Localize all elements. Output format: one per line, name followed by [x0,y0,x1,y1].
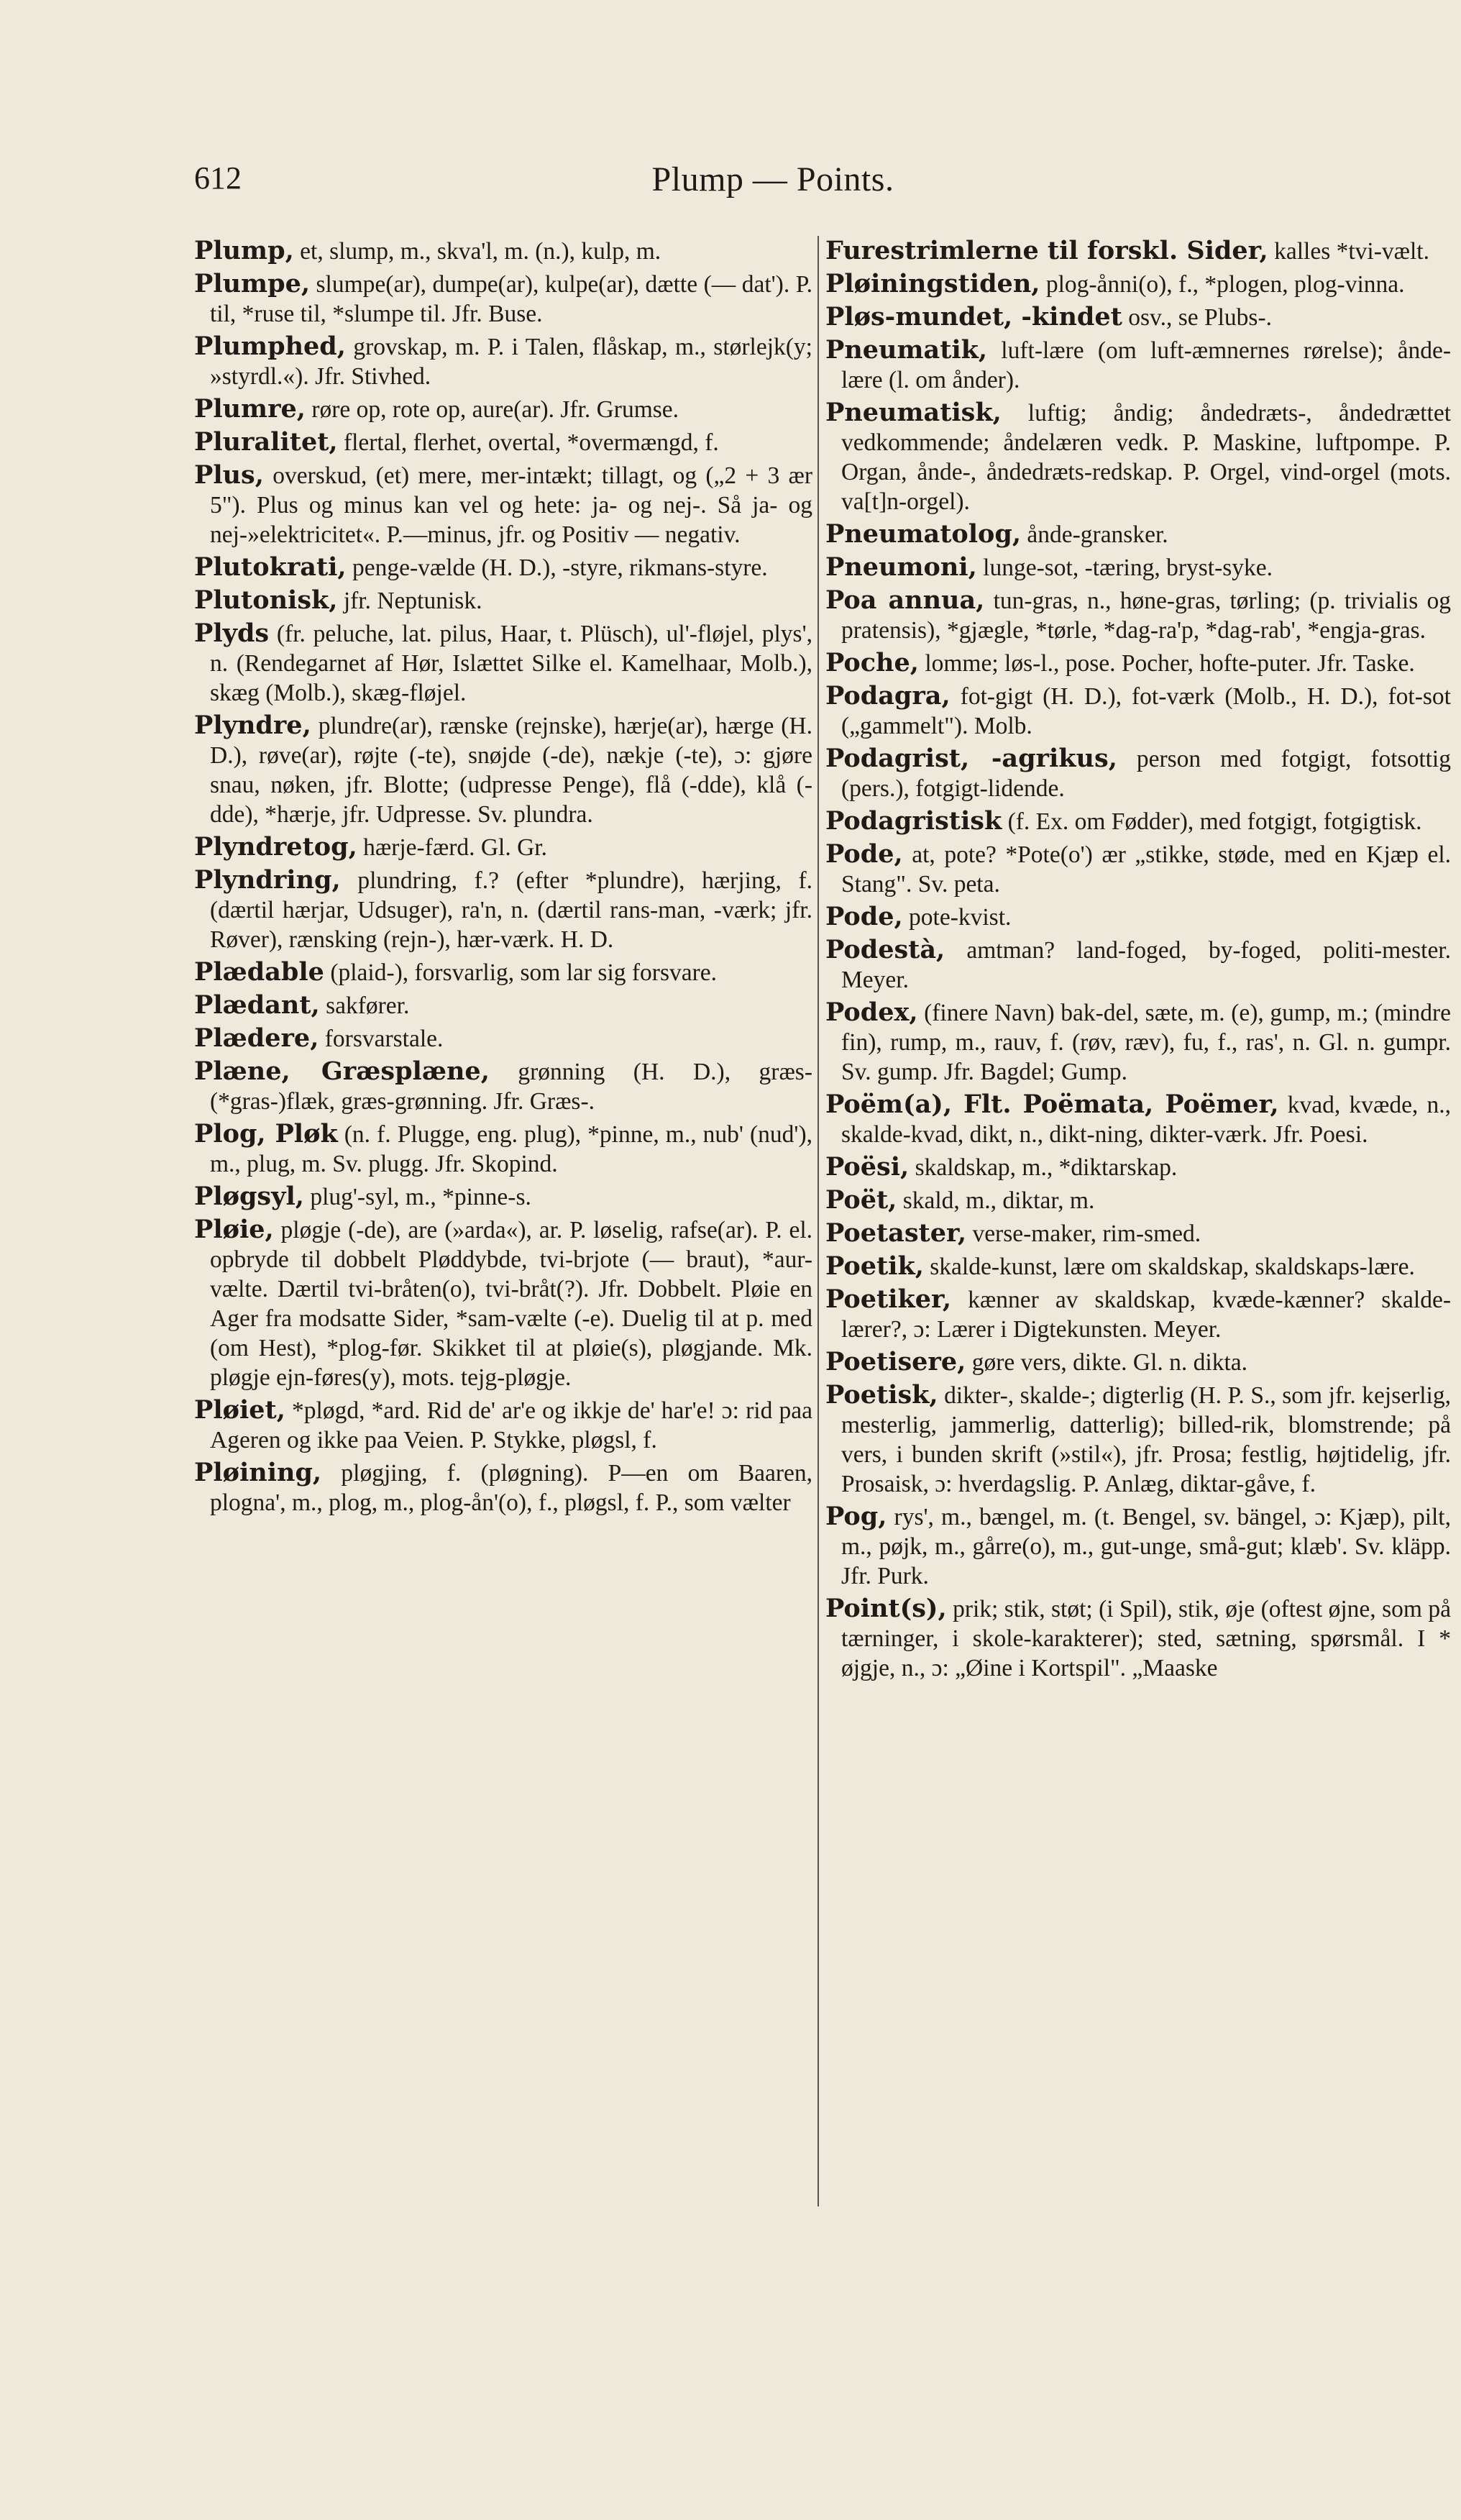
entry-headword: Furestrimlerne til forskl. Sider, [825,236,1268,265]
entry-headword: Pløiet, [194,1395,285,1425]
dictionary-entry [825,935,1451,995]
left-column [194,236,812,2494]
dictionary-entry [825,1594,1451,1683]
entry-definition: amtman? land-foged, by-foged, politi-mester. Meyer. [841,937,1451,993]
entry-headword: Poche, [825,648,919,677]
entry-headword: Plumphed, [194,332,346,361]
entry-definition: overskud, (et) mere, mer-intækt; tillagt, og („2 + 3 ær 5"). Plus og minus kan vel og hete: ja- og nej-. Så ja- og nej-»elektricitet«. P.—minus, jfr. og Positiv — negativ. [210,462,812,548]
entry-headword: Poetik, [825,1251,924,1281]
entry-headword: Podex, [825,998,918,1027]
entry-headword: Point(s), [825,1594,947,1623]
right-column [825,236,1451,2494]
entry-headword: Plumpe, [194,269,311,298]
entry-headword: Poëm(a), Flt. Poëmata, Poëmer, [825,1090,1279,1119]
entry-headword: Plædant, [194,990,320,1020]
running-head: Plump — Points. [651,160,894,198]
entry-headword: Poa annua, [825,585,985,615]
entry-headword: Pog, [825,1502,887,1531]
entry-headword: Podagristisk [825,806,1002,836]
dictionary-entry [825,1284,1451,1344]
entry-headword: Plus, [194,460,264,490]
entry-definition: ånde-gransker. [1021,521,1168,548]
entry-definition: (plaid-), forsvarlig, som lar sig forsvare. [324,959,718,986]
entry-headword: Poetiker, [825,1284,952,1314]
entry-headword: Plyds [194,618,270,648]
entry-definition: *pløgd, *ard. Rid de' ar'e og ikkje de' har'e! ɔ: rid paa Ageren og ikke paa Veien. P. Stykke, pløgsl, f. [210,1397,812,1453]
entry-definition: et, slump, m., skva'l, m. (n.), kulp, m. [293,238,661,265]
dictionary-entry [825,552,1451,583]
entry-definition: forsvarstale. [319,1026,444,1052]
entry-definition: prik; stik, støt; (i Spil), stik, øje (oftest øjne, som på tærninger, i skole-karakterer); sted, sætning, spørsmål. I * øjgje, n., ɔ: „Øine i Kortspil". „Maaske [841,1596,1451,1681]
entry-headword: Plyndre, [194,711,311,740]
entry-headword: Plædere, [194,1023,319,1053]
dictionary-entry [194,1458,812,1517]
dictionary-entry [194,332,812,391]
entry-headword: Podagra, [825,681,951,711]
dictionary-entry [825,269,1451,299]
entry-definition: penge-vælde (H. D.), -styre, rikmans-styre. [346,554,768,581]
dictionary-entry [194,269,812,329]
entry-definition: dikter-, skalde-; digterlig (H. P. S., som jfr. kejserlig, mesterlig, jammerlig, datterlig); billed-rik, blomstrende; på vers, i bunden skrift (»stil«), jfr. Prosa; festlig, højtidelig, jfr. Prosaisk, ɔ: hverdagslig. P. Anlæg, diktar-gåve, f. [841,1382,1451,1497]
entry-definition: tun-gras, n., høne-gras, tørling; (p. trivialis og pratensis), *gjægle, *tørle, *dag-ra'p, *dag-rab', *engja-gras. [841,588,1451,644]
entry-definition: grønning (H. D.), græs- (*gras-)flæk, græs-grønning. Jfr. Græs-. [210,1059,812,1115]
entry-definition: fot-gigt (H. D.), fot-værk (Molb., H. D.), fot-sot („gammelt"). Molb. [841,683,1451,739]
dictionary-entry [194,832,812,862]
dictionary-entry [194,865,812,954]
dictionary-entry [825,519,1451,549]
dictionary-entry [825,585,1451,645]
dictionary-entry [194,1395,812,1455]
entry-headword: Plyndretog, [194,832,357,862]
dictionary-entry [194,460,812,549]
entry-definition: (fr. peluche, lat. pilus, Haar, t. Plüsch), ul'-fløjel, plys', n. (Rendegarnet af Hør, Islættet Silke el. Kamelhaar, Molb.), skæg (Molb.), skæg-fløjel. [210,621,812,706]
entry-definition: plug'-syl, m., *pinne-s. [303,1184,531,1210]
dictionary-entry [825,806,1451,836]
entry-headword: Pode, [825,902,903,931]
entry-headword: Poetisk, [825,1380,938,1410]
entry-definition: (finere Navn) bak-del, sæte, m. (e), gump, m.; (mindre fin), rump, m., rauv, f. (røv, ræv), fu, f., ras', n. Gl. n. gumpr. Sv. gump. Jfr. Bagdel; Gump. [841,1000,1451,1085]
dictionary-entry [825,839,1451,899]
entry-definition: lunge-sot, -tæring, bryst-syke. [976,554,1273,581]
entry-definition: plundring, f.? (efter *plundre), hærjing, f. (dærtil hærjar, Udsuger), ra'n, n. (dærtil rans-man, -værk; jfr. Røver), rænsking (rejn-), hær-værk. H. D. [210,867,812,953]
entry-headword: Plædable [194,957,324,987]
entry-headword: Pløs-mundet, -kindet [825,302,1122,332]
entry-definition: pote-kvist. [902,904,1012,931]
entry-headword: Plutokrati, [194,552,347,582]
dictionary-entry [825,681,1451,741]
entry-definition: pløgjing, f. (pløgning). P—en om Baaren, plogna', m., plog, m., plog-ån'(o), f., pløgsl, f. P., som vælter [210,1460,812,1516]
entry-headword: Pløie, [194,1215,274,1244]
entry-definition: sakfører. [319,992,410,1019]
entry-headword: Pluralitet, [194,427,338,457]
dictionary-entry [825,302,1451,332]
dictionary-entry [194,1215,812,1392]
entry-headword: Pneumatolog, [825,519,1022,549]
entry-definition: at, pote? *Pote(o') ær „stikke, støde, med en Kjæp el. Stang". Sv. peta. [841,841,1451,898]
entry-definition: hærje-færd. Gl. Gr. [357,834,547,861]
entry-definition: jfr. Neptunisk. [337,588,482,614]
entry-definition: skaldskap, m., *diktarskap. [909,1154,1178,1181]
entry-headword: Poësi, [825,1152,910,1182]
entry-definition: (n. f. Plugge, eng. plug), *pinne, m., nub' (nud'), m., plug, m. Sv. plugg. Jfr. Skopind. [210,1121,812,1177]
dictionary-entry [825,902,1451,932]
dictionary-entry [194,957,812,987]
entry-definition: (f. Ex. om Fødder), med fotgigt, fotgigtisk. [1002,808,1422,835]
dictionary-entry [825,335,1451,395]
dictionary-entry [825,998,1451,1087]
dictionary-entry [194,1182,812,1212]
page-number: 612 [194,160,242,196]
dictionary-entry [194,1056,812,1116]
entry-headword: Pode, [825,839,903,869]
dictionary-entry [825,398,1451,516]
entry-definition: osv., se Plubs-. [1122,304,1272,331]
entry-definition: skalde-kunst, lære om skaldskap, skaldskaps-lære. [923,1254,1415,1280]
dictionary-entry [825,1152,1451,1182]
dictionary-entry [825,1380,1451,1499]
entry-headword: Pneumatik, [825,335,988,365]
entry-definition: lomme; løs-l., pose. Pocher, hofte-puter. Jfr. Taske. [918,650,1415,677]
page-header [194,160,1352,210]
entry-definition: skald, m., diktar, m. [897,1187,1095,1214]
dictionary-entry [194,711,812,829]
dictionary-entry [194,427,812,457]
entry-headword: Podestà, [825,935,945,964]
dictionary-entry [194,394,812,424]
entry-headword: Plutonisk, [194,585,338,615]
entry-headword: Plumre, [194,394,306,424]
entry-definition: kalles *tvi-vælt. [1268,238,1429,265]
dictionary-entry [194,1119,812,1179]
dictionary-entry [825,1185,1451,1215]
entry-definition: luft-lære (om luft-æmnernes rørelse); ånde-lære (l. om ånder). [841,337,1451,393]
dictionary-entry [194,990,812,1021]
entry-headword: Poët, [825,1185,897,1215]
entry-headword: Pneumoni, [825,552,977,582]
entry-headword: Poetisere, [825,1347,966,1377]
entry-headword: Plog, Pløk [194,1119,338,1149]
entry-headword: Pneumatisk, [825,398,1002,427]
entry-definition: grovskap, m. P. i Talen, flåskap, m., størlejk(y; »styrdl.«). Jfr. Stivhed. [210,334,812,390]
dictionary-entry [194,552,812,583]
dictionary-entry [194,585,812,616]
entry-definition: røre op, rote op, aure(ar). Jfr. Grumse. [306,396,679,423]
entry-definition: kænner av skaldskap, kvæde-kænner? skalde-lærer?, ɔ: Lærer i Digtekunsten. Meyer. [841,1287,1451,1343]
entry-definition: pløgje (-de), are (»arda«), ar. P. løselig, rafse(ar). P. el. opbryde til dobbelt Pløddybde, tvi-brjote (— braut), *aur-vælte. Dærtil tvi-bråten(o), tvi-bråt(?). Jfr. Dobbelt. Pløie en Ager fra modsatte Sider, *sam-vælte (-e). Duelig til at p. med (om Hest), *plog-før. Skikket til at pløie(s), pløgjande. Mk. pløgje ejn-føres(y), mots. tejg-pløgje. [210,1217,812,1391]
entry-definition: gøre vers, dikte. Gl. n. dikta. [966,1349,1248,1376]
dictionary-entry [825,1090,1451,1149]
entry-definition: luftig; åndig; åndedræts-, åndedrættet vedkommende; åndelæren vedk. P. Maskine, luftpompe. P. Organ, ånde-, åndedræts-redskap. P. Orgel, vind-orgel (mots. va[t]n-orgel). [841,400,1451,515]
dictionary-entry [194,1023,812,1054]
entry-headword: Pløgsyl, [194,1182,304,1211]
entry-definition: verse-maker, rim-smed. [966,1220,1201,1247]
entry-definition: rys', m., bængel, m. (t. Bengel, sv. bängel, ɔ: Kjæp), pilt, m., pøjk, m., gårre(o), m., gut-unge, små-gut; klæb'. Sv. kläpp. Jfr. Purk. [841,1504,1451,1589]
column-divider [817,236,819,2206]
dictionary-entry [194,236,812,266]
entry-definition: plog-ånni(o), f., *plogen, plog-vinna. [1040,271,1405,298]
entry-headword: Plump, [194,236,294,265]
dictionary-entry [825,1502,1451,1591]
entry-headword: Plæne, Græsplæne, [194,1056,490,1086]
entry-headword: Poetaster, [825,1218,967,1248]
dictionary-entry [825,1251,1451,1282]
entry-headword: Pløining, [194,1458,322,1487]
entry-definition: kvad, kvæde, n., skalde-kvad, dikt, n., dikt-ning, dikter-værk. Jfr. Poesi. [841,1092,1451,1148]
dictionary-entry [825,744,1451,803]
entry-headword: Pløiningstiden, [825,269,1040,298]
dictionary-entry [825,648,1451,678]
entry-definition: person med fotgigt, fotsottig (pers.), fotgigt-lidende. [841,746,1451,802]
entry-definition: flertal, flerhet, overtal, *overmængd, f. [337,429,719,456]
entry-headword: Plyndring, [194,865,341,895]
entry-headword: Podagrist, -agrikus, [825,744,1117,773]
dictionary-entry [825,1347,1451,1377]
dictionary-entry [825,1218,1451,1248]
entry-definition: slumpe(ar), dumpe(ar), kulpe(ar), dætte (— dat'). P. til, *ruse til, *slumpe til. Jfr. Buse. [210,271,812,327]
dictionary-entry [825,236,1451,266]
entry-definition: plundre(ar), rænske (rejnske), hærje(ar), hærge (H. D.), røve(ar), røjte (-te), snøjde (-de), nækje (-te), ɔ: gjøre snau, nøken, jfr. Blotte; (udpresse Penge), flå (-dde), klå (-dde), *hærje, jfr. Udpresse. Sv. plundra. [210,713,812,828]
dictionary-entry [194,618,812,708]
